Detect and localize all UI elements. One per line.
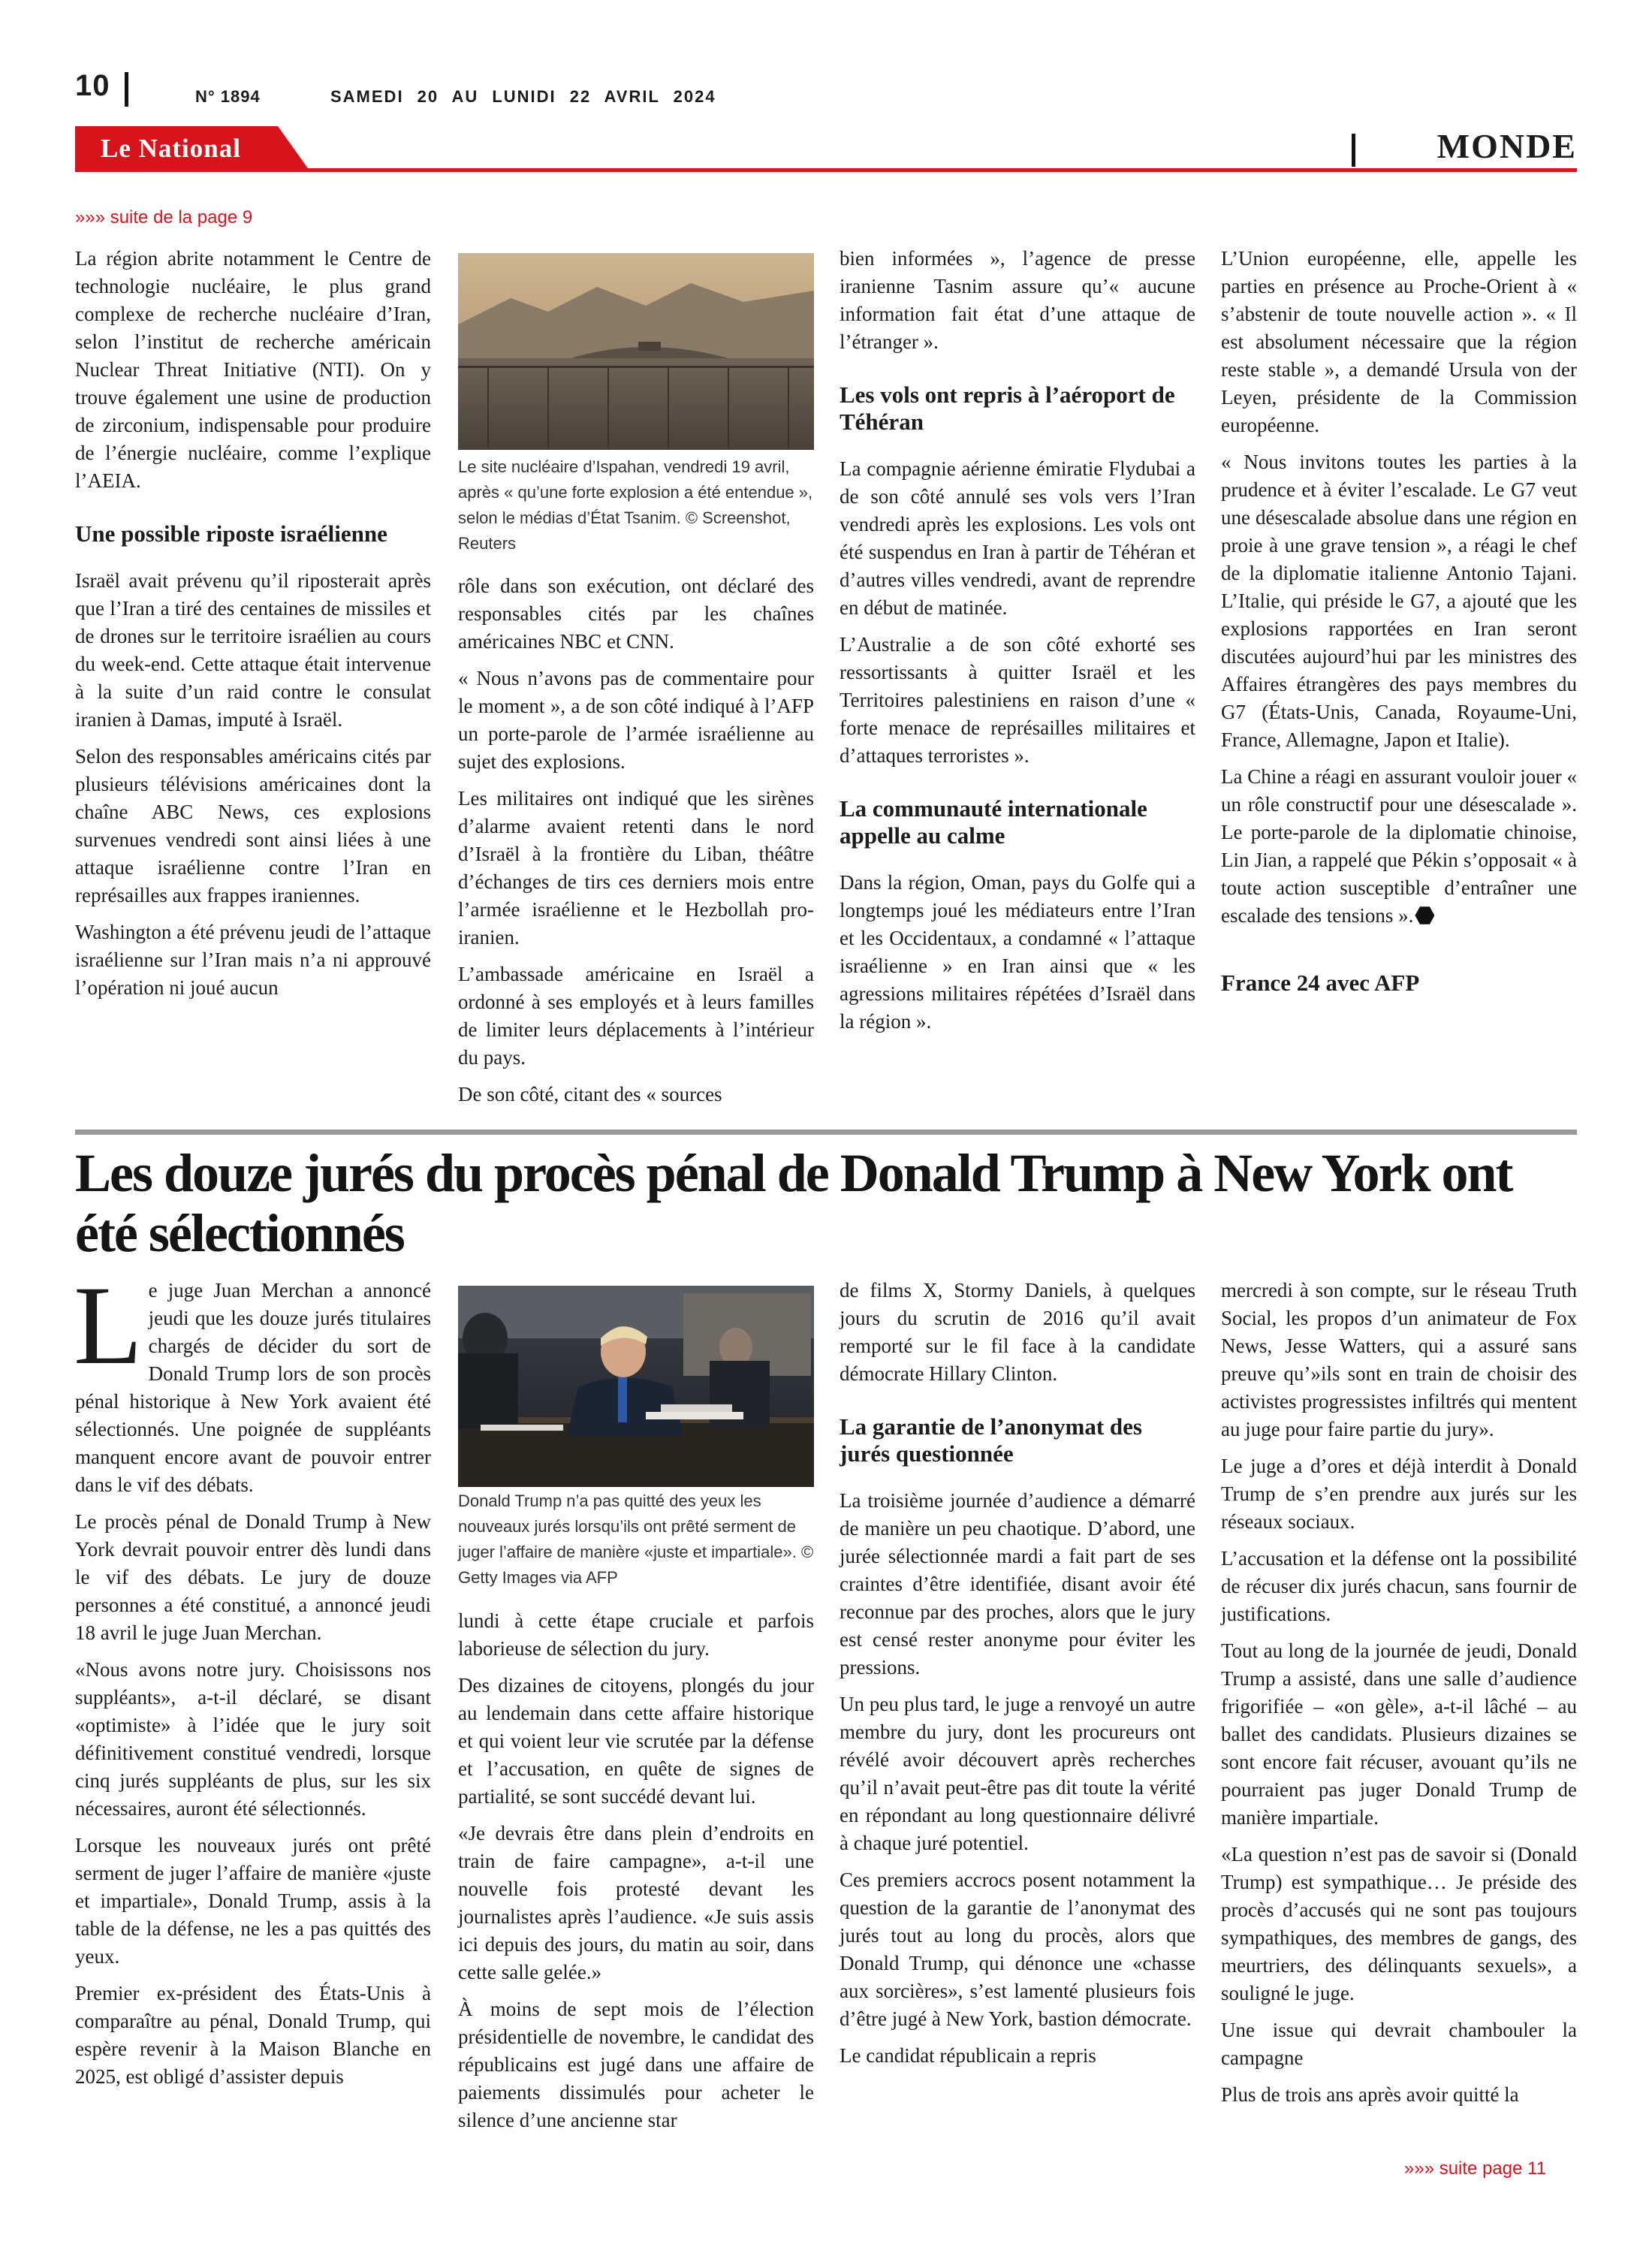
continued-from: »»» suite de la page 9 [75, 207, 253, 228]
paragraph: Une issue qui devrait chambouler la campagne [1221, 2019, 1577, 2069]
page-number-divider [125, 72, 128, 107]
paragraph: Lorsque les nouveaux jurés ont prêté serment de juger l’affaire de manière «juste et impartiale», Donald Trump, assis à la table de la défense, ne les a pas quittés des yeux. [75, 1834, 431, 1968]
continued-to: »»» suite page 11 [1404, 2158, 1547, 2179]
paragraph: À moins de sept mois de l’élection présidentielle de novembre, le candidat des républicains est jugé dans une affaire de paiements dissimulés pour acheter le silence d’une ancienne star [458, 1998, 814, 2131]
ispahan-photo-image [458, 253, 814, 450]
paragraph: Tout au long de la journée de jeudi, Donald Trump a assisté, dans une salle d’audience frigorifiée – «on gèle», a-t-il lâché – au ballet des candidats. Plusieurs dizaines se sont encore fait récuser, avouant qu’ils ne pourraient pas juger Donald Trump de manière impartiale. [1221, 1639, 1577, 1829]
paragraph: De son côté, citant des « sources [458, 1083, 722, 1105]
article-headline: Les douze jurés du procès pénal de Donald Trump à New York ont été sélectionnés [75, 1143, 1512, 1263]
paragraph: Le juge a d’ores et déjà interdit à Donald Trump de s’en prendre aux jurés sur les réseaux sociaux. [1221, 1455, 1577, 1533]
paragraph: Les militaires ont indiqué que les sirènes d’alarme avaient retenti dans le nord d’Israël à la frontière du Liban, théâtre d’échanges de tirs ces derniers mois entre l’armée israélienne et le Hezbollah pro-iranien. [458, 787, 814, 949]
header-rule [75, 168, 1577, 172]
trump-courtroom-photo-image [458, 1286, 814, 1487]
article2-column-4 [1221, 1277, 1577, 2118]
paragraph: Ces premiers accrocs posent notamment la question de la garantie de l’anonymat des jurés tout au long du procès, alors que Donald Trump, qui dénonce une «chasse aux sorcières», s’est lamenté plusieurs fois d’être jugé à New York, bastion démocrate. [840, 1868, 1195, 2030]
article1-column-4 [1221, 245, 1577, 997]
paragraph: Un peu plus tard, le juge a renvoyé un autre membre du jury, dont les procureurs ont révélé avoir découvert après recherches qu’il n’avait peut-être pas dit toute la vérité en répondant au long questionnaire délivré à chaque juré potentiel. [840, 1693, 1195, 1854]
paragraph: Des dizaines de citoyens, plongés du jour au lendemain dans cette affaire historique et qui voient leur vie scrutée par la défense et l’accusation, en quête de signes de partialité, se sont succédé devant lui. [458, 1674, 814, 1808]
paragraph: Le candidat républicain a repris [840, 2044, 1096, 2067]
section-divider [1352, 134, 1355, 167]
article2-column-1 [74, 1263, 431, 2100]
article2-column-2 [458, 1607, 814, 2143]
paragraph: Dans la région, Oman, pays du Golfe qui a longtemps joué les médiateurs entre l’Iran et les Occidentaux, a condamné « l’attaque israélienne » en Iran ainsi que « les agressions militaires répétées d’Israël dans la région ». [840, 871, 1195, 1033]
subheading: Les vols ont repris à l’aéroport de Téhéran [840, 382, 1175, 435]
paragraph: « Nous n’avons pas de commentaire pour le moment », a de son côté indiqué à l’AFP un porte-parole de l’armée israélienne au sujet des explosions. [458, 667, 814, 773]
drop-cap: L [74, 1263, 143, 1388]
paragraph: bien informées », l’agence de presse iranienne Tasnim assure qu’« aucune information fait état d’une attaque de l’étranger ». [840, 247, 1195, 353]
trump-photo-caption: Donald Trump n’a pas quitté des yeux les nouveaux jurés lorsqu’ils ont prêté serment de juger l’affaire de manière «juste et impartiale». © Getty Images via AFP [458, 1491, 814, 1587]
issue-date: SAMEDI 20 AU LUNIDI 22 AVRIL 2024 [330, 87, 716, 106]
ispahan-photo [458, 253, 814, 450]
page-number: 10 [75, 69, 110, 102]
paragraph: L’ambassade américaine en Israël a ordonné à ses employés et à leurs familles de limiter leurs déplacements à l’intérieur du pays. [458, 963, 814, 1069]
article-source: France 24 avec AFP [1221, 970, 1420, 996]
article2-column-3 [840, 1277, 1195, 2079]
paragraph: L’accusation et la défense ont la possibilité de récuser dix jurés chacun, sans fournir de justifications. [1221, 1547, 1577, 1625]
paragraph: rôle dans son exécution, ont déclaré des responsables cités par les chaînes américaines NBC et CNN. [458, 575, 814, 653]
paragraph: «Nous avons notre jury. Choisissons nos suppléants», a-t-il déclaré, se disant «optimiste» à l’idée que le jury soit définitivement constitué vendredi, lorsque cinq jurés suppléants de plus, sur les six nécessaires, auront été sélectionnés. [75, 1658, 431, 1820]
paragraph: mercredi à son compte, sur le réseau Truth Social, les propos d’un animateur de Fox News, Jesse Watters, qui a assuré sans preuve qu’»ils sont en train de choisir des activistes progressistes infiltrés qui mentent au juge pour faire partie du jury». [1221, 1279, 1577, 1440]
subheading: La communauté internationale appelle au calme [840, 795, 1147, 849]
paragraph: Premier ex-président des États-Unis à comparaître au pénal, Donald Trump, qui espère revenir à la Maison Blanche en 2025, est obligé d’assister depuis [75, 1982, 431, 2088]
issue-number: N° 1894 [195, 87, 261, 106]
paragraph: La région abrite notamment le Centre de technologie nucléaire, le plus grand complexe de recherche nucléaire d’Iran, selon l’institut de recherche américain Nuclear Threat Initiative (NTI). On y trouve également une usine de production de zirconium, indispensable pour produire de l’énergie nucléaire, comme l’explique l’AEIA. [75, 247, 431, 492]
paragraph-text: La Chine a réagi en assurant vouloir jouer « un rôle constructif pour une désescalade ». Le porte-parole de la diplomatie chinoise, Lin Jian, a rappelé que Pékin s’opposait « à toute action susceptible d’entraîner une escalade des tensions ». [1221, 765, 1577, 927]
paragraph: «Je devrais être dans plein d’endroits en train de faire campagne», a-t-il une nouvelle fois protesté devant les journalistes après l’audience. «Je suis assis ici depuis des jours, du matin au soir, dans cette salle gelée.» [458, 1822, 814, 1983]
paragraph: Selon des responsables américains cités par plusieurs télévisions américaines dont la chaîne ABC News, ces explosions survenues vendredi sont ainsi liées à une attaque israélienne contre l’Iran en représailles aux frappes iraniennes. [75, 745, 431, 906]
paragraph-text: e juge Juan Merchan a annoncé jeudi que les douze jurés titulaires chargés de décider du sort de Donald Trump lors de son procès pénal historique à New York avaient été sélectionnés. Une poignée de suppléants manquent encore avant de pouvoir entrer dans le vif des débats. [75, 1279, 431, 1496]
page-header [75, 69, 1577, 114]
paragraph: Israël avait prévenu qu’il riposterait après que l’Iran a tiré des centaines de missiles et de drones sur le territoire israélien au cours du week-end. Cette attaque était intervenue à la suite d’un raid contre le consulat iranien à Damas, imputé à Israël. [75, 569, 431, 731]
paragraph: Le procès pénal de Donald Trump à New York devrait pouvoir entrer dès lundi dans le vif des débats. Le jury de douze personnes a été constitué, a annoncé jeudi 18 avril le juge Juan Merchan. [75, 1510, 431, 1644]
section-name: MONDE [1436, 127, 1577, 165]
paragraph: L’Union européenne, elle, appelle les parties en présence au Proche-Orient à « s’abstenir de toute nouvelle action ». « Il est absolument nécessaire que la région reste stable », a demandé Ursula von der Leyen, présidente de la Commission européenne. [1221, 247, 1577, 436]
paragraph: « Nous invitons toutes les parties à la prudence et à éviter l’escalade. Le G7 veut une désescalade absolue dans une région en proie à une grave tension », a réagi le chef de la diplomatie italienne Antonio Tajani. L’Italie, qui préside le G7, a ajouté que les explosions rapportées en Iran seront discutées aujourd’hui par les ministres des Affaires étrangères des pays membres du G7 (États-Unis, Canada, Royaume-Uni, France, Allemagne, Japon et Italie). [1221, 451, 1577, 751]
paragraph: La compagnie aérienne émiratie Flydubai a de son côté annulé ses vols vers l’Iran vendredi après les explosions. Les vols ont été suspendus en Iran à partir de Téhéran et d’autres villes vendredi, avant de reprendre en début de matinée. [840, 457, 1195, 619]
ispahan-photo-caption: Le site nucléaire d’Ispahan, vendredi 19 avril, après « qu’une forte explosion a été entendue », selon le médias d’État Tsanim. © Screenshot, Reuters [458, 457, 813, 553]
paragraph: de films X, Stormy Daniels, à quelques jours du scrutin de 2016 qu’il avait remporté sur le fil face à la candidate démocrate Hillary Clinton. [840, 1279, 1195, 1385]
end-of-article-icon [1415, 906, 1434, 925]
paragraph: L’Australie a de son côté exhorté ses ressortissants à quitter Israël et les Territoires palestiniens en raison d’une « forte menace de représailles militaires et d’attaques terroristes ». [840, 633, 1195, 767]
paragraph: Washington a été prévenu jeudi de l’attaque israélienne sur l’Iran mais n’a ni approuvé l’opération ni joué aucun [75, 921, 431, 999]
paragraph [1221, 763, 1577, 930]
article1-column-1 [75, 245, 431, 1011]
article-divider [75, 1130, 1577, 1135]
brand-name: Le National [101, 134, 241, 163]
article1-column-3 [840, 245, 1195, 1045]
masthead-band [75, 126, 1577, 174]
subheading: La garantie de l’anonymat des jurés questionnée [840, 1413, 1142, 1467]
paragraph: La troisième journée d’audience a démarré de manière un peu chaotique. D’abord, une jurée sélectionnée mardi a fait part de ses craintes d’être identifiée, disant avoir été reconnue par des proches, alors que le jury est censé rester anonyme pour éviter les pressions. [840, 1489, 1195, 1678]
trump-courtroom-photo [458, 1286, 814, 1487]
paragraph [74, 1263, 431, 1499]
paragraph: Plus de trois ans après avoir quitté la [1221, 2083, 1519, 2106]
paragraph: «La question n’est pas de savoir si (Donald Trump) est sympathique… Je préside des procès d’accusés qui ne sont pas toujours sympathiques, des membres de gangs, des meurtriers, des délinquants sexuels», a souligné le juge. [1221, 1843, 1577, 2004]
subheading: Une possible riposte israélienne [75, 520, 387, 547]
article1-column-2 [458, 572, 814, 1117]
paragraph: lundi à cette étape cruciale et parfois laborieuse de sélection du jury. [458, 1609, 814, 1660]
